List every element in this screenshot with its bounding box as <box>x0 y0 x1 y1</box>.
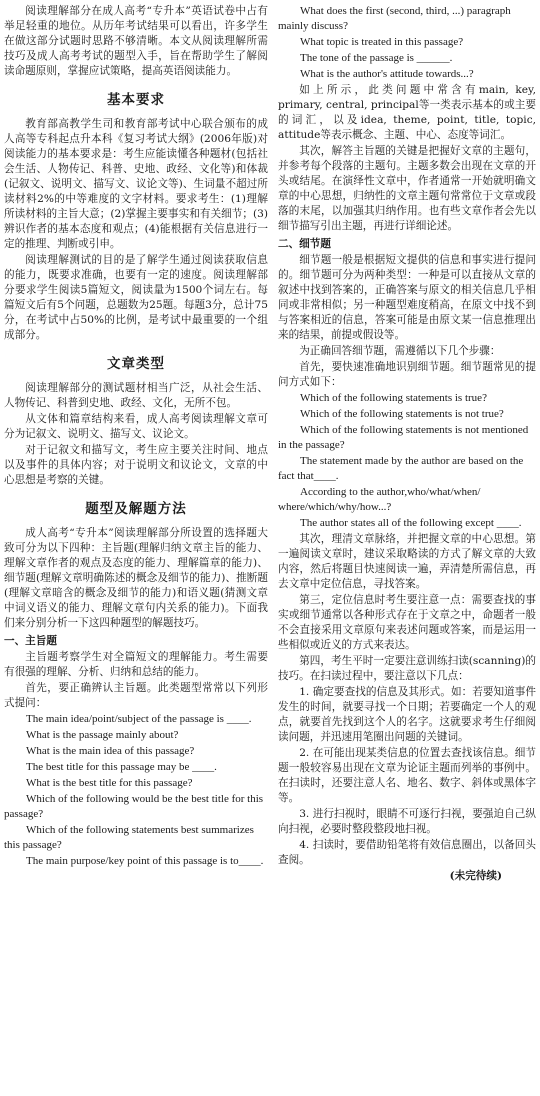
detail-question-1: Which of the following statements is true? <box>300 392 487 404</box>
methods-paragraph-1: 成人高考“专升本”阅读理解部分所设置的选择题大致可分为以下四种：主旨题(理解归纳文章主旨的能力、理解文章作者的观点及态度的能力、理解篇章的能力)、细节题(理解文章明确陈述的概念及细节的能力)、推断题(理解文章暗含的概念及细节的能力)和语义题(猜测文章中词义语义的能力、理解文章句内关系的能力)。下面我们来分别分析一下这四种题型的解题技巧。 <box>4 527 268 629</box>
detail-paragraph-3: 首先，要快速准确地识别细节题。细节题常见的提问方式如下： <box>278 361 536 388</box>
locate-paragraph: 第三，定位信息时考生要注意一点：需要查找的事实或细节通常以各种形式存在于文章之中，命题者一般不会直接采用文章原句来表述问题或答案，而是运用一些相似或近义的方式来表达。 <box>278 594 536 651</box>
right-question-2: What topic is treated in this passage? <box>300 36 464 48</box>
types-paragraph-1: 阅读理解部分的测试题材相当广泛，从社会生活、人物传记、科普到史地、政经、文化，无所不包。 <box>4 382 268 409</box>
keywords-paragraph: 如上所示，此类问题中常含有main, key, primary, central, principal等一类表示基本的或主要的词汇，以及idea, theme, point, title, topic, attitude等表示概念、主题、中心、态度等词汇。 <box>278 84 536 141</box>
main-idea-paragraph-2: 首先，要正确辨认主旨题。此类题型常常以下列形式提问： <box>4 682 268 709</box>
main-question-2: What is the passage mainly about? <box>26 729 179 741</box>
heading-basic-requirements: 基本要求 <box>107 92 165 108</box>
right-question-3: The tone of the passage is ______. <box>300 52 453 64</box>
right-column <box>274 4 536 1096</box>
topic-sentence-paragraph: 其次，解答主旨题的关键是把握好文章的主题句，并参考每个段落的主题句。主题多数会出现在文章的开头或结尾。在演绎性文章中，作者通常一开始就明确文章的中心思想，归纳性的文章主题句常常位于文章或段落的末尾，以加强其归纳作用。也有些文章作者会先以细节描写引出主题，再进行详细论述。 <box>278 145 536 232</box>
basic-paragraph-1: 教育部高教学生司和教育部考试中心联合颁布的成人高等专科起点升本科《复习考试大纲》(2006年版)对阅读能力的基本要求是：考生应能读懂各种题材(包括社会生活、人物传记、科普、史地、政经、文化等)和体裁(记叙文、说明文、描写文、议论文等)、生词量不超过所读材料2%的中等难度的文字材料。要求考生：(1)理解所读材料的主旨大意；(2)掌握主要事实和有关细节；(3)辨识作者的基本态度和观点；(4)能根据有关信息进行一定的推理、判断或引申。 <box>4 118 268 250</box>
main-question-8: The main purpose/key point of this passage is to____. <box>26 855 264 867</box>
main-idea-paragraph-1: 主旨题考察学生对全篇短文的理解能力。考生需要有很强的理解、分析、归纳和总结的能力。 <box>4 651 268 678</box>
intro-paragraph: 阅读理解部分在成人高考“专升本”英语试卷中占有举足轻重的地位。从历年考试结果可以看出，许多学生在做这部分试题时思路不够清晰。本文从阅读理解所需技巧及成人高考考试的题型入手，旨在帮助学生了解阅读命题原则，掌握应试策略，提高英语阅读能力。 <box>4 5 268 77</box>
detail-paragraph-1: 细节题一般是根据短文提供的信息和事实进行提问的。细节题可分为两种类型：一种是可以直接从文章的叙述中找到答案的，正确答案与原文的相关信息几乎相同或非常相似；另一种题型难度稍高，在原文中找不到与答案相近的信息，答案可能是由原文某一信息推理出来的结果，前提或假设等。 <box>278 254 536 341</box>
scanning-tip-4: 4. 扫读时，要借助铅笔将有效信息圈出，以备回头查阅。 <box>278 839 536 866</box>
main-question-6: Which of the following would be the best title for this passage? <box>4 793 264 820</box>
types-paragraph-3: 对于记叙文和描写文，考生应主要关注时间、地点以及事件的具体内容；对于说明文和议论文，文章的中心思想是考察的关键。 <box>4 444 268 486</box>
detail-question-5: According to the author,who/what/when/ where/which/why/how...? <box>278 486 481 513</box>
types-paragraph-2: 从文体和篇章结构来看，成人高考阅读理解文章可分为记叙文、说明文、描写文、议论文。 <box>4 413 268 440</box>
detail-question-4: The statement made by the author are based on the fact that____. <box>278 455 524 482</box>
subheading-detail: 二、细节题 <box>278 238 331 250</box>
heading-question-types: 题型及解题方法 <box>85 501 187 517</box>
main-question-3: What is the main idea of this passage? <box>26 745 195 757</box>
detail-paragraph-2: 为正确回答细节题，需遵循以下几个步骤： <box>299 345 501 357</box>
main-question-7: Which of the following statements best summarizes this passage? <box>4 824 254 851</box>
scanning-tip-1: 1. 确定要查找的信息及其形式。如：若要知道事件发生的时间，就要寻找一个日期；若要确定一个人的观点，就要首先找到这个人的名字。这就要求考生仔细阅读问题，并迅速用笔圈出问题的关键词。 <box>278 686 536 743</box>
scanning-tip-3: 3. 进行扫视时，眼睛不可逐行扫视，要强迫自己纵向扫视，必要时整段整段地扫视。 <box>278 808 536 835</box>
detail-question-2: Which of the following statements is not true? <box>300 408 504 420</box>
right-question-1: What does the first (second, third, ...) paragraph mainly discuss? <box>278 5 511 32</box>
scanning-tip-2: 2. 在可能出现某类信息的位置去查找该信息。细节题一般较容易出现在文章为论证主题而列举的事例中。在扫读时，还要注意人名、地名、数字、斜体或黑体字等。 <box>278 747 536 804</box>
detail-question-6: The author states all of the following except ____. <box>300 517 522 529</box>
detail-question-3: Which of the following statements is not mentioned in the passage? <box>278 424 529 451</box>
left-column <box>4 4 274 1096</box>
main-question-1: The main idea/point/subject of the passage is ____. <box>26 713 252 725</box>
basic-paragraph-2: 阅读理解测试的目的是了解学生通过阅读获取信息的能力，既要求准确，也要有一定的速度。阅读理解部分要求学生阅读5篇短文，阅读量为1500个词左右。每篇短文后有5个问题，总题数为25题。每题3分，总计75分，在考试中占50%的比例，是考试中最重要的一个组成部分。 <box>4 254 268 341</box>
main-question-4: The best title for this passage may be ____. <box>26 761 217 773</box>
to-be-continued-note: (未完待续) <box>449 870 502 882</box>
scanning-paragraph: 第四，考生平时一定要注意训练扫读(scanning)的技巧。在扫读过程中，要注意以下几点： <box>278 655 536 682</box>
main-question-5: What is the best title for this passage? <box>26 777 193 789</box>
right-question-4: What is the author's attitude towards...? <box>300 68 474 80</box>
structure-paragraph: 其次，理清文章脉络，并把握文章的中心思想。第一遍阅读文章时，建议采取略读的方式了解文章的大致内容，然后将题目快速阅读一遍，弄清楚所需信息，再去文章中定位信息，寻找答案。 <box>278 533 536 590</box>
subheading-main-idea: 一、主旨题 <box>4 635 57 647</box>
heading-article-types: 文章类型 <box>107 356 165 372</box>
